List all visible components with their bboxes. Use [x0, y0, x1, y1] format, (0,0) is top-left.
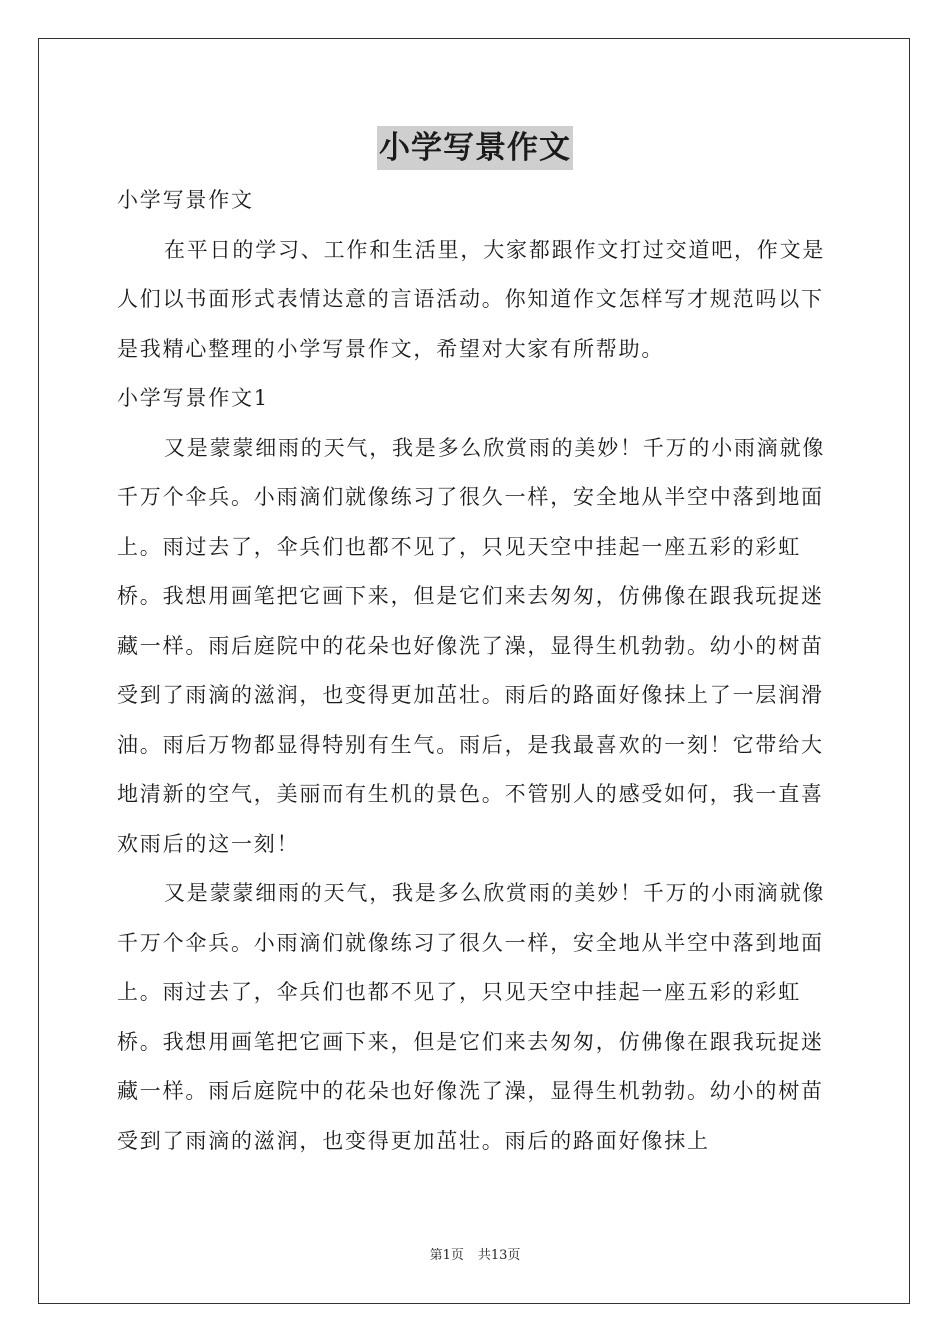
section-heading: 小学写景作文1 — [117, 386, 269, 410]
page-number: 第1页 — [429, 1248, 464, 1263]
page-total: 共13页 — [477, 1248, 521, 1263]
title-container — [0, 126, 950, 170]
page-footer — [0, 1246, 950, 1266]
document-subtitle: 小学写景作文 — [117, 188, 254, 212]
body-paragraph-1: 又是蒙蒙细雨的天气，我是多么欣赏雨的美妙！千万的小雨滴就像千万个伞兵。小雨滴们就像练习了很久一样，安全地从半空中落到地面上。雨过去了，伞兵们也都不见了，只见天空中挂起一座五彩的彩虹桥。我想用画笔把它画下来，但是它们来去匆匆，仿佛像在跟我玩捉迷藏一样。雨后庭院中的花朵也好像洗了澡，显得生机勃勃。幼小的树苗受到了雨滴的滋润，也变得更加茁壮。雨后的路面好像抹上了一层润滑油。雨后万物都显得特别有生气。雨后，是我最喜欢的一刻！它带给大地清新的空气，美丽而有生机的景色。不管别人的感受如何，我一直喜欢雨后的这一刻！ — [117, 435, 826, 856]
document-body — [117, 176, 835, 1166]
body-paragraph-2: 又是蒙蒙细雨的天气，我是多么欣赏雨的美妙！千万的小雨滴就像千万个伞兵。小雨滴们就像练习了很久一样，安全地从半空中落到地面上。雨过去了，伞兵们也都不见了，只见天空中挂起一座五彩的彩虹桥。我想用画笔把它画下来，但是它们来去匆匆，仿佛像在跟我玩捉迷藏一样。雨后庭院中的花朵也好像洗了澡，显得生机勃勃。幼小的树苗受到了雨滴的滋润，也变得更加茁壮。雨后的路面好像抹上 — [117, 881, 826, 1153]
intro-paragraph: 在平日的学习、工作和生活里，大家都跟作文打过交道吧，作文是人们以书面形式表情达意的言语活动。你知道作文怎样写才规范吗以下是我精心整理的小学写景作文，希望对大家有所帮助。 — [117, 237, 826, 361]
document-title: 小学写景作文 — [377, 126, 573, 170]
